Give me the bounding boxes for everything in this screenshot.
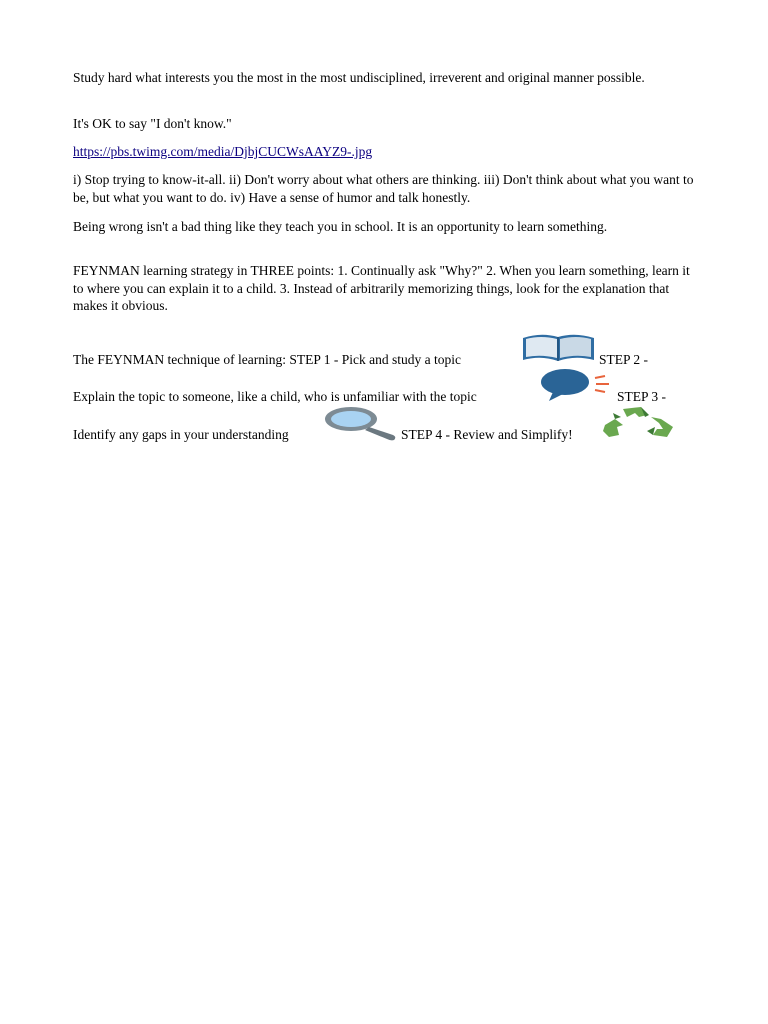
image-link[interactable]: https://pbs.twimg.com/media/DjbjCUCWsAAYZ9-.jpg: [73, 144, 373, 159]
technique-step4-text: STEP 4 - Review and Simplify!: [401, 427, 573, 442]
paragraph-advice-list: i) Stop trying to know-it-all. ii) Don't worry about what others are thinking. iii) Don't think about what you want to be, but what you want to do. iv) Have a sense of humor and talk honestly.: [73, 172, 694, 205]
recycle-icon: [601, 405, 675, 441]
magnifier-icon: [323, 405, 399, 441]
technique-step2-label: STEP 2 -: [599, 352, 649, 367]
paragraph-study-hard: Study hard what interests you the most in the most undisciplined, irreverent and original manner possible.: [73, 70, 645, 85]
technique-step1-text: The FEYNMAN technique of learning: STEP 1 - Pick and study a topic: [73, 352, 461, 367]
paragraph-feynman-strategy: FEYNMAN learning strategy in THREE points: 1. Continually ask "Why?" 2. When you learn something, learn it to where you can explain it to a child. 3. Instead of arbitrarily memorizing things, look for the explanation that makes it obvious.: [73, 263, 690, 313]
paragraph-ok-to-say: It's OK to say "I don't know.": [73, 116, 232, 131]
book-icon: [521, 332, 596, 364]
technique-step2-text: Explain the topic to someone, like a child, who is unfamiliar with the topic: [73, 389, 477, 404]
speech-bubble-icon: [539, 368, 614, 402]
paragraph-link: [73, 143, 698, 161]
paragraph-being-wrong: Being wrong isn't a bad thing like they teach you in school. It is an opportunity to learn something.: [73, 219, 608, 234]
technique-step3-label: STEP 3 -: [617, 389, 667, 404]
technique-step3-text: Identify any gaps in your understanding: [73, 427, 289, 442]
